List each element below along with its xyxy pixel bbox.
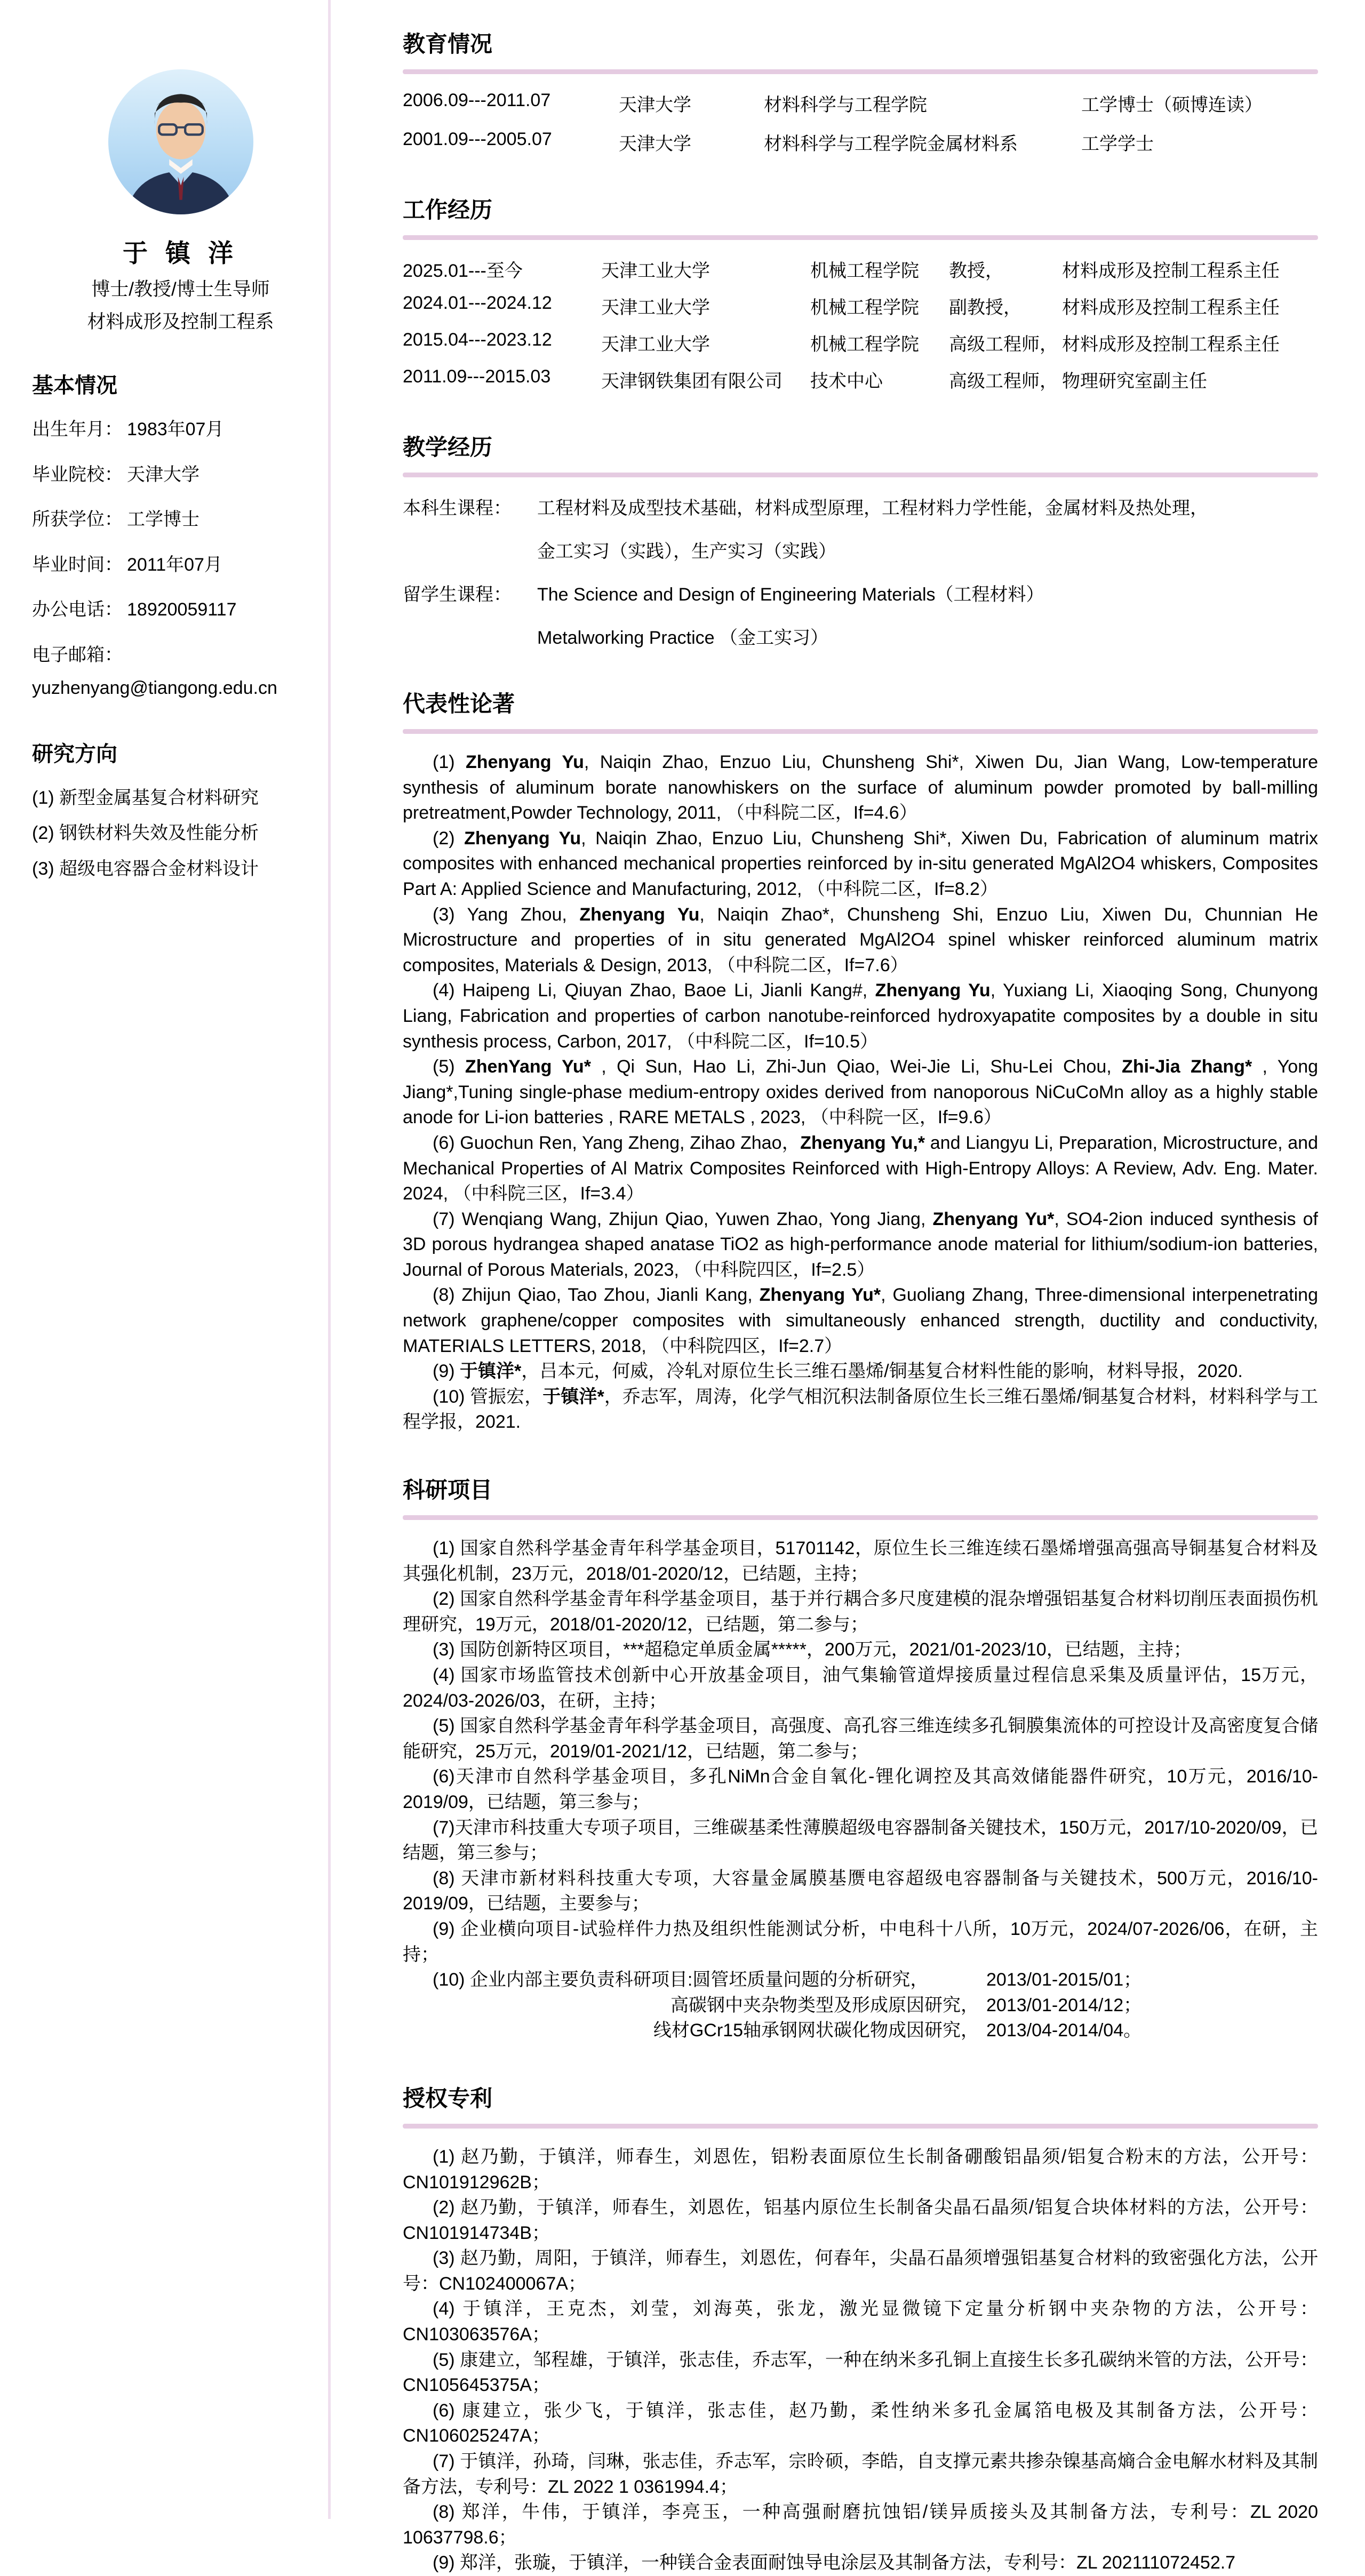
work-period: 2011.09---2015.03 [403,366,551,387]
section-rule [403,1515,1318,1520]
patents-list [403,2145,1318,2576]
info-row [32,554,329,577]
education-degree: 工学博士（硕博连读） [1081,95,1263,115]
profile-photo [108,69,253,214]
work-period: 2024.01---2024.12 [403,293,552,313]
work-section [403,193,1318,393]
work-role: 材料成形及控制工程系主任 [1062,334,1280,355]
patent-item: (5) 康建立，邹程雄，于镇洋，张志佳，乔志军，一种在纳米多孔铜上直接生长多孔碳纳米管的方法，公开号：CN105645375A； [403,2349,1318,2396]
work-unit: 机械工程学院 [810,298,919,318]
info-value: 1983年07月 [127,419,224,439]
main-content [403,0,1318,2576]
info-row [32,508,329,531]
vertical-divider [328,0,331,2519]
teaching-label: 留学生课程： [403,585,512,605]
patents-header: 授权专利 [403,2085,493,2111]
patent-item: (6) 康建立，张少飞，于镇洋，张志佳，赵乃勤，柔性纳米多孔金属箔电极及其制备方法，公开号：CN106025247A； [403,2400,1318,2446]
teaching-row [403,537,1318,563]
patent-item: (8) 郑洋，牛伟，于镇洋，李亮玉，一种高强耐磨抗蚀铝/镁异质接头及其制备方法，专利号：ZL 2020 10637798.6； [403,2502,1318,2548]
info-row [32,463,329,486]
education-college: 材料科学与工程学院 [764,95,927,115]
project-10-date: 2013/01-2015/01； [986,1970,1142,1990]
publications-header: 代表性论著 [403,691,515,716]
work-rows [403,256,1318,393]
project-item: (6)天津市自然科学基金项目，多孔NiMn合金自氧化-锂化调控及其高效储能器件研究，10万元，2016/10-2019/09，已结题，第三参与； [403,1766,1318,1812]
section-rule [403,729,1318,734]
work-row [403,293,1318,319]
info-value: 天津大学 [127,464,199,485]
project-10-line [403,1967,1318,1993]
project-10-topic: 线材GCr15轴承钢网状碳化物成因研究， [653,2020,979,2041]
project-item: (9) 企业横向项目-试验样件力热及组织性能测试分析，中电科十八所，10万元，2024/07-2026/06，在研，主持； [403,1918,1318,1965]
patent-item: (7) 于镇洋，孙琦，闫琳，张志佳，乔志军，宗昤硕，李皓，自支撑元素共掺杂镍基高熵合金电解水材料及其制备方法，专利号：ZL 2022 1 0361994.4； [403,2451,1318,2497]
project-item: (3) 国防创新特区项目，***超稳定单质金属*****，200万元，2021/01-2023/10，已结题，主持； [433,1639,1192,1660]
research-direction-item: (2) 钢铁材料失效及性能分析 [32,823,259,843]
project-10-topic: (10) 企业内部主要负责科研项目:圆管坯质量问题的分析研究， [433,1970,929,1990]
info-label: 毕业院校： [32,464,123,485]
info-value: yuzhenyang@tiangong.edu.cn [32,678,277,698]
publication-item: (1) Zhenyang Yu, Naiqin Zhao, Enzuo Liu, Chunsheng Shi*, Xiwen Du, Jian Wang, Low-temperature synthesis of aluminum borate nanowhiskers on the surface of aluminum powder promoted by ball-milling pretreatment,Powder Technology, 2011, （中科院二区，If=4.6） [403,752,1318,823]
publication-item: (5) ZhenYang Yu* , Qi Sun, Hao Li, Zhi-Jun Qiao, Wei-Jie Li, Shu-Lei Chou, Zhi-Jia Zhang* , Yong Jiang*,Tuning single-phase medium-entropy oxides derived from nanoporous NiCuCoMn alloy as a highly stable anode for Li-ion batteries , RARE METALS , 2023, （中科院一区，If=9.6） [403,1057,1319,1128]
section-rule [403,235,1318,240]
work-row [403,330,1318,356]
sidebar [32,0,329,893]
teaching-label [403,623,537,649]
research-header: 研究方向 [32,742,117,766]
patent-item: (4) 于镇洋，王克杰，刘莹，刘海英，张龙，激光显微镜下定量分析钢中夹杂物的方法，公开号：CN103063576A； [403,2299,1318,2345]
education-degree: 工学学士 [1081,134,1154,154]
work-period: 2025.01---至今 [403,261,523,281]
info-row [32,598,329,621]
teaching-text: Metalworking Practice （金工实习） [537,628,829,648]
basic-info-section [32,369,329,700]
project-item: (5) 国家自然科学基金青年科学基金项目，高强度、高孔容三维连续多孔铜膜集流体的可控设计及高密度复合储能研究，25万元，2019/01-2021/12，已结题，第二参与； [403,1716,1318,1762]
project-item: (1) 国家自然科学基金青年科学基金项目，51701142，原位生长三维连续石墨烯增强高强高导铜基复合材料及其强化机制，23万元，2018/01-2020/12，已结题，主持； [403,1538,1318,1584]
project-item-10 [403,1967,1318,2044]
basic-info-list [32,418,329,700]
teaching-row [403,623,1318,649]
research-direction-item: (3) 超级电容器合金材料设计 [32,858,259,879]
work-title: 高级工程师， [949,334,1058,355]
work-row [403,256,1318,282]
person-name: 于 镇 洋 [122,239,239,267]
work-org: 天津钢铁集团有限公司 [601,371,783,391]
section-rule [403,2124,1318,2129]
work-title: 副教授， [949,298,1021,318]
publication-item: (6) Guochun Ren, Yang Zheng, Zihao Zhao，Zhenyang Yu,* and Liangyu Li, Preparation, Microstructure, and Mechanical Properties of Al Matrix Composites Reinforced with High-Entropy Alloys: A Review, Adv. Eng. Mater. 2024, （中科院三区，If=3.4） [403,1132,1318,1204]
teaching-label [403,537,537,563]
teaching-header: 教学经历 [403,435,493,460]
work-title: 教授， [949,261,1003,281]
project-item: (2) 国家自然科学基金青年科学基金项目，基于并行耦合多尺度建模的混杂增强铝基复合材料切削压表面损伤机理研究，19万元，2018/01-2020/12，已结题，第二参与； [403,1589,1318,1635]
patent-item: (9) 郑洋，张璇，于镇洋，一种镁合金表面耐蚀导电涂层及其制备方法，专利号：ZL 202111072452.7 [433,2553,1236,2573]
work-unit: 机械工程学院 [810,334,919,355]
education-period: 2001.09---2005.07 [403,129,552,149]
info-label: 毕业时间： [32,554,123,575]
projects-list [403,1536,1318,1967]
education-school: 天津大学 [619,95,691,115]
work-desc [949,256,1318,282]
work-desc [949,366,1318,393]
work-org: 天津工业大学 [601,261,710,281]
research-direction-item: (1) 新型金属基复合材料研究 [32,787,259,808]
info-value: 18920059117 [127,599,237,620]
info-value: 工学博士 [127,509,199,530]
basic-info-header: 基本情况 [32,374,117,397]
person-title: 博士/教授/博士生导师 [91,279,270,300]
education-row [403,90,1318,116]
project-item: (4) 国家市场监管技术创新中心开放基金项目，油气集输管道焊接质量过程信息采集及质量评估，15万元，2024/03-2026/03，在研，主持； [403,1665,1318,1711]
projects-section [403,1473,1318,2044]
research-list [32,787,329,881]
work-desc [949,330,1318,356]
work-title: 高级工程师， [949,371,1058,391]
info-label: 办公电话： [32,599,123,620]
info-label: 电子邮箱： [32,644,123,665]
teaching-row [403,580,1318,606]
work-org: 天津工业大学 [601,334,710,355]
publication-item: (4) Haipeng Li, Qiuyan Zhao, Baoe Li, Jianli Kang#, Zhenyang Yu, Yuxiang Li, Xiaoqing Song, Chunyong Liang, Fabrication and properties of carbon nanotube-reinforced hydroxyapatite composites by a double in situ synthesis process, Carbon, 2017, （中科院二区，If=10.5） [403,980,1319,1052]
teaching-section [403,430,1318,649]
education-period: 2006.09---2011.07 [403,90,551,110]
teaching-text: 金工实习（实践），生产实习（实践） [537,541,836,562]
research-section [32,737,329,881]
publication-item: (2) Zhenyang Yu, Naiqin Zhao, Enzuo Liu, Chunsheng Shi*, Xiwen Du, Fabrication of aluminum matrix composites with enhanced mechanical properties reinforced by in-situ generated MgAl2O4 whiskers, Composites Part A: Applied Science and Manufacturing, 2012, （中科院二区，If=8.2） [403,828,1319,899]
education-row [403,129,1318,155]
work-header: 工作经历 [403,197,493,222]
teaching-text: The Science and Design of Engineering Materials（工程材料） [537,585,1044,605]
work-role: 材料成形及控制工程系主任 [1062,298,1280,318]
education-school: 天津大学 [619,134,691,154]
education-section [403,27,1318,155]
project-10-line [403,2018,1318,2044]
work-org: 天津工业大学 [601,298,710,318]
publication-item: (8) Zhijun Qiao, Tao Zhou, Jianli Kang, Zhenyang Yu*, Guoliang Zhang, Three-dimensional interpenetrating network graphene/copper composites with simultaneously enhanced strength, ductility and conductivity, MATERIALS LETTERS, 2018, （中科院四区，If=2.7） [403,1285,1319,1356]
education-college: 材料科学与工程学院金属材料系 [764,134,1018,154]
teaching-text: 工程材料及成型技术基础，材料成型原理，工程材料力学性能，金属材料及热处理， [537,498,1208,518]
education-header: 教育情况 [403,31,493,57]
project-10-line [403,1993,1318,2019]
info-row [32,418,329,441]
work-period: 2015.04---2023.12 [403,330,552,350]
education-rows [403,90,1318,155]
project-item: (7)天津市科技重大专项子项目，三维碳基柔性薄膜超级电容器制备关键技术，150万元，2017/10-2020/09，已结题，第三参与； [403,1817,1318,1863]
publication-item: (10) 管振宏，于镇洋*，乔志军，周涛，化学气相沉积法制备原位生长三维石墨烯/铜基复合材料，材料科学与工程学报，2021. [403,1386,1318,1433]
project-10-date: 2013/01-2014/12； [986,1995,1142,2015]
info-label: 所获学位： [32,509,123,530]
project-10-topic: 高碳钢中夹杂物类型及形成原因研究， [670,1995,979,2015]
publications-list [403,750,1318,1435]
section-rule [403,69,1318,74]
work-role: 材料成形及控制工程系主任 [1062,261,1280,281]
work-row [403,366,1318,393]
person-department: 材料成形及控制工程系 [87,311,274,332]
person-portrait-icon [108,69,253,214]
publications-section [403,686,1318,1435]
projects-header: 科研项目 [403,1477,493,1503]
work-unit: 机械工程学院 [810,261,919,281]
work-role: 物理研究室副主任 [1062,371,1207,391]
info-label: 出生年月： [32,419,123,439]
patent-item: (1) 赵乃勤，于镇洋，师春生，刘恩佐，铝粉表面原位生长制备硼酸铝晶须/铝复合粉末的方法，公开号：CN101912962B； [403,2146,1318,2193]
teaching-row [403,493,1318,519]
work-unit: 技术中心 [810,371,883,391]
patent-item: (2) 赵乃勤，于镇洋，师春生，刘恩佐，铝基内原位生长制备尖晶石晶须/铝复合块体材料的方法，公开号：CN101914734B； [403,2197,1318,2243]
teaching-rows [403,493,1318,649]
publication-item: (3) Yang Zhou, Zhenyang Yu, Naiqin Zhao*, Chunsheng Shi, Enzuo Liu, Xiwen Du, Chunnian He Microstructure and properties of in situ generated MgAl2O4 spinel whisker reinforced aluminum matrix composites, Materials & Design, 2013, （中科院二区，If=7.6） [403,904,1318,975]
section-rule [403,473,1318,477]
teaching-label: 本科生课程： [403,498,512,518]
info-row [32,644,329,700]
project-item: (8) 天津市新材料科技重大专项，大容量金属膜基赝电容超级电容器制备与关键技术，500万元，2016/10-2019/09，已结题，主要参与； [403,1868,1318,1914]
info-value: 2011年07月 [127,554,222,575]
publication-item: (9) 于镇洋*，吕本元，何威，冷轧对原位生长三维石墨烯/铜基复合材料性能的影响，材料导报，2020. [433,1361,1243,1382]
patents-section [403,2081,1318,2576]
patent-item: (3) 赵乃勤，周阳，于镇洋，师春生，刘恩佐，何春年，尖晶石晶须增强铝基复合材料的致密强化方法，公开号：CN102400067A； [403,2248,1318,2294]
project-10-date: 2013/04-2014/04。 [986,2020,1142,2041]
publication-item: (7) Wenqiang Wang, Zhijun Qiao, Yuwen Zhao, Yong Jiang, Zhenyang Yu*, SO4-2ion induced synthesis of 3D porous hydrangea shaped anatase TiO2 as high-performance anode material for lithium/sodium-ion batteries, Journal of Porous Materials, 2023, （中科院四区，If=2.5） [403,1209,1318,1280]
work-desc [949,293,1318,319]
